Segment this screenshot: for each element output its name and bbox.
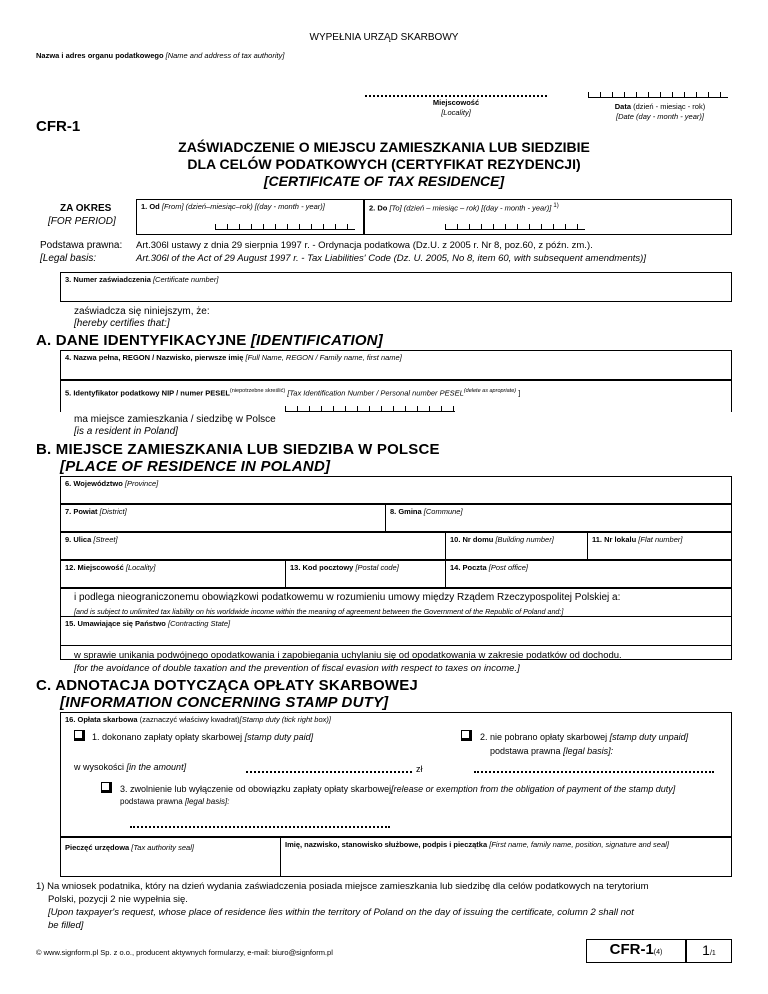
field-5-box[interactable] (60, 380, 732, 412)
period-from-box[interactable] (136, 199, 364, 235)
field-7-label-pl: 7. Powiat (65, 507, 98, 516)
field-7-box[interactable] (60, 504, 386, 532)
footer-form-code-wrap (587, 941, 685, 959)
field-14-label-pl: 14. Poczta (450, 563, 487, 572)
seal-label (65, 843, 194, 852)
field-9-box[interactable] (60, 532, 446, 560)
stamp-exempt-basis-en: [legal basis]: (184, 797, 230, 806)
seal-box[interactable] (60, 837, 281, 877)
top-note: WYPEŁNIA URZĄD SKARBOWY (309, 32, 459, 43)
seal-label-pl: Pieczęć urzędowa (65, 843, 130, 852)
period-from-num: 1. Od (141, 202, 160, 211)
section-b-title-en: [PLACE OF RESIDENCE IN POLAND] (60, 458, 331, 475)
locality-label-en: [Locality] (441, 108, 471, 117)
title-line-3: [CERTIFICATE OF TAX RESIDENCE] (263, 173, 505, 189)
field-14-box[interactable] (445, 560, 732, 588)
field-9-label-pl: 9. Ulica (65, 535, 92, 544)
date-format: (dzień - miesiąc - rok) (633, 102, 706, 111)
field-12-label-en: [Locality] (125, 563, 156, 572)
footnote-line-2: Polski, pozycji 2 nie wypełnia się. (48, 894, 188, 905)
period-to-date[interactable] (445, 224, 585, 230)
date-label-pl: Data (614, 102, 632, 111)
field-4-box[interactable] (60, 350, 732, 380)
locality-label: Miejscowość (432, 98, 480, 107)
field-11-label-en: [Flat number] (638, 535, 683, 544)
field-5-note: (niepotrzebne skreślić) (229, 388, 286, 394)
period-to-label (369, 202, 559, 213)
field-7-label-en: [District] (99, 507, 127, 516)
section-a-title-pl: A. DANE IDENTYFIKACYJNE (36, 332, 247, 349)
form-code: CFR-1 (36, 118, 81, 135)
period-to-num: 2. Do (369, 203, 388, 213)
footnote-line-1: 1) Na wniosek podatnika, który na dzień wydania zaświadczenia posiada miejsce zamieszkania lub siedzibę dla celów podatkowych na terytorium (36, 881, 649, 892)
signature-label-en: [First name, family name, position, signature and seal] (489, 840, 669, 849)
field-9-label (65, 535, 118, 544)
stamp-unpaid-label (480, 731, 688, 743)
field-10-label (450, 535, 554, 544)
field-10-label-en: [Building number] (495, 535, 554, 544)
field-11-label-pl: 11. Nr lokalu (592, 535, 637, 544)
period-label: ZA OKRES (60, 203, 112, 214)
field-8-label-pl: 8. Gmina (390, 507, 422, 516)
stamp-unpaid-label-pl: 2. nie pobrano opłaty skarbowej (480, 732, 608, 742)
field-6-label-en: [Province] (124, 479, 159, 488)
amount-label-pl: w wysokości (74, 762, 125, 772)
section-a-title (36, 332, 383, 349)
field-13-label (290, 563, 399, 572)
field-16-label (65, 715, 331, 724)
resident-text-en: [is a resident in Poland] (74, 426, 178, 437)
liability-text: i podlega nieograniczonemu obowiązkowi podatkowemu w rozumieniu umowy między Rządem Rzeczypospolitej Polskiej a: (74, 592, 621, 603)
field-14-label (450, 563, 528, 572)
certifies-text-en: [hereby certifies that:] (74, 318, 170, 329)
stamp-unpaid-basis-pl: podstawa prawna (490, 746, 561, 756)
avoidance-text: w sprawie unikania podwójnego opodatkowania i zapobiegania uchylaniu się od opodatkowania w zakresie podatków od dochodu. (74, 650, 622, 661)
footnote-line-3: [Upon taxpayer's request, whose place of residence lies within the territory of Poland on the day of issuing the certificate, column 2 shall not (48, 907, 634, 918)
certificate-number-label (65, 275, 218, 284)
stamp-paid-label-en: [stamp duty paid] (244, 732, 314, 742)
stamp-unpaid-label-en: [stamp duty unpaid] (609, 732, 689, 742)
field-5-close: ] (518, 388, 521, 398)
section-a-title-en: [IDENTIFICATION] (250, 332, 383, 349)
signature-label (285, 840, 669, 849)
authority-label (36, 50, 284, 62)
signature-box[interactable] (280, 837, 732, 877)
field-8-label-en: [Commune] (423, 507, 463, 516)
stamp-paid-label (92, 731, 313, 743)
stamp-unpaid-checkbox[interactable] (461, 730, 472, 741)
liability-text-en: [and is subject to unlimited tax liability on his worldwide income within the meaning of agreement between the Government of the Republic of Poland and:] (74, 607, 564, 616)
field-12-box[interactable] (60, 560, 286, 588)
currency-label: zł (416, 764, 423, 774)
field-5-note-en: (delete as apropriate) (463, 388, 517, 394)
footer-form-code-box (586, 939, 686, 963)
field-13-label-pl: 13. Kod pocztowy (290, 563, 354, 572)
field-9-label-en: [Street] (93, 535, 118, 544)
field-15-box[interactable] (60, 616, 732, 646)
field-14-label-en: [Post office] (488, 563, 528, 572)
footer-pages: /1 (709, 950, 716, 957)
authority-label-en: [Name and address of tax authority] (165, 51, 285, 60)
stamp-exempt-basis-pl: podstawa prawna (120, 797, 183, 806)
date-label-en: [Date (day - month - year)] (616, 112, 704, 121)
stamp-exempt-label-pl: 3. zwolnienie lub wyłączenie od obowiązku zapłaty opłaty skarbowej (120, 784, 392, 794)
legal-label: Podstawa prawna: (40, 240, 123, 251)
footer-page-wrap (687, 944, 731, 960)
unpaid-basis-field[interactable] (474, 771, 714, 773)
certifies-text: zaświadcza się niniejszym, że: (74, 306, 210, 317)
field-10-label-pl: 10. Nr domu (450, 535, 494, 544)
section-c-title: C. ADNOTACJA DOTYCZĄCA OPŁATY SKARBOWEJ (36, 677, 418, 694)
amount-label-en: [in the amount] (126, 762, 187, 772)
footer-form-code: CFR-1 (609, 941, 654, 958)
field-12-label (65, 563, 155, 572)
stamp-exempt-basis (120, 796, 229, 808)
field-5-digits[interactable] (285, 406, 455, 412)
field-5-label (65, 387, 520, 398)
signature-label-pl: Imię, nazwisko, stanowisko służbowe, podpis i pieczątka (285, 840, 488, 849)
footnote-line-4: be filled] (48, 920, 84, 931)
date-field[interactable] (588, 92, 728, 98)
stamp-exempt-checkbox[interactable] (101, 782, 112, 793)
certificate-number-label-pl: 3. Numer zaświadczenia (65, 275, 151, 284)
exempt-basis-field[interactable] (130, 826, 390, 828)
certificate-number-label-en: [Certificate number] (152, 275, 219, 284)
resident-text: ma miejsce zamieszkania / siedzibę w Polsce (74, 414, 276, 425)
certificate-number-box[interactable] (60, 272, 732, 302)
section-c-title-en: [INFORMATION CONCERNING STAMP DUTY] (60, 694, 389, 711)
seal-label-en: [Tax authority seal] (131, 843, 194, 852)
field-5-label-pl: 5. Identyfikator podatkowy NIP / numer PESEL (65, 388, 230, 398)
field-13-box[interactable] (285, 560, 446, 588)
stamp-paid-checkbox[interactable] (74, 730, 85, 741)
stamp-exempt-label (120, 783, 675, 795)
copyright-text: © www.signform.pl Sp. z o.o., producent aktywnych formularzy, e-mail: biuro@signform.pl (36, 948, 333, 957)
amount-label (74, 761, 186, 773)
stamp-paid-label-pl: 1. dokonano zapłaty opłaty skarbowej (92, 732, 243, 742)
field-16-label-en: [Stamp duty (tick right box)] (239, 715, 331, 724)
field-7-label (65, 507, 127, 516)
field-15-label-en: [Contracting State] (167, 619, 231, 628)
avoidance-text-en: [for the avoidance of double taxation and the prevention of fiscal evasion with respect to taxes on income.] (74, 663, 520, 674)
title-line-2: DLA CELÓW PODATKOWYCH (CERTYFIKAT REZYDENCJI) (187, 156, 581, 172)
field-15-label-pl: 15. Umawiające się Państwo (65, 619, 166, 628)
field-16-label-pl: 16. Opłata skarbowa (65, 715, 138, 724)
authority-label-pl: Nazwa i adres organu podatkowego (36, 51, 164, 60)
period-from-text: [From] (dzień–miesiąc–rok) [(day - month - year)] (161, 202, 325, 211)
legal-text-pl: Art.306l ustawy z dnia 29 sierpnia 1997 r. - Ordynacja podatkowa (Dz.U. z 2005 r. Nr 8, poz.60, z późn. zm.). (136, 240, 593, 251)
field-4-label (65, 353, 402, 362)
field-6-label (65, 479, 158, 488)
section-b-title: B. MIEJSCE ZAMIESZKANIA LUB SIEDZIBA W POLSCE (36, 441, 440, 458)
field-16-note: (zaznaczyć właściwy kwadrat) (139, 715, 240, 724)
field-4-label-en: [Full Name, REGON / Family name, first name] (245, 353, 402, 362)
field-15-label (65, 619, 230, 628)
field-11-label (592, 535, 682, 544)
footer-page: 1 (702, 942, 710, 958)
field-5-label-en: [Tax Identification Number / Personal number PESEL (287, 388, 464, 398)
stamp-exempt-label-en: [release or exemption from the obligation of payment of the stamp duty] (391, 784, 676, 794)
period-to-box[interactable] (364, 199, 732, 235)
field-10-box[interactable] (445, 532, 588, 560)
period-from-date[interactable] (215, 224, 355, 230)
period-label-en: [FOR PERIOD] (48, 216, 116, 227)
footer-version: (4) (653, 949, 663, 956)
legal-label-en: [Legal basis: (40, 253, 97, 264)
period-to-footnote-ref: 1) (553, 203, 559, 209)
field-6-box[interactable] (60, 476, 732, 504)
field-12-label-pl: 12. Miejscowość (65, 563, 124, 572)
field-11-box[interactable] (587, 532, 732, 560)
amount-field[interactable] (246, 771, 412, 773)
field-6-label-pl: 6. Województwo (65, 479, 123, 488)
stamp-unpaid-basis (490, 745, 613, 757)
period-from-label (141, 202, 325, 211)
field-4-label-pl: 4. Nazwa pełna, REGON / Nazwisko, pierwsze imię (65, 353, 244, 362)
field-8-label (390, 507, 463, 516)
field-13-label-en: [Postal code] (355, 563, 399, 572)
footer-page-box (686, 939, 732, 963)
period-to-text: [To] (dzień – miesiąc – rok) [(day - month - year)] (389, 203, 552, 213)
legal-text-en: Art.306l of the Act of 29 August 1997 r. - Tax Liabilities' Code (Dz. U. 2005, No 8, item 60, with subsequent amendments)] (136, 253, 646, 264)
stamp-unpaid-basis-en: [legal basis]: (563, 746, 614, 756)
field-8-box[interactable] (385, 504, 732, 532)
title-line-1: ZAŚWIADCZENIE O MIEJSCU ZAMIESZKANIA LUB SIEDZIBIE (178, 139, 590, 155)
